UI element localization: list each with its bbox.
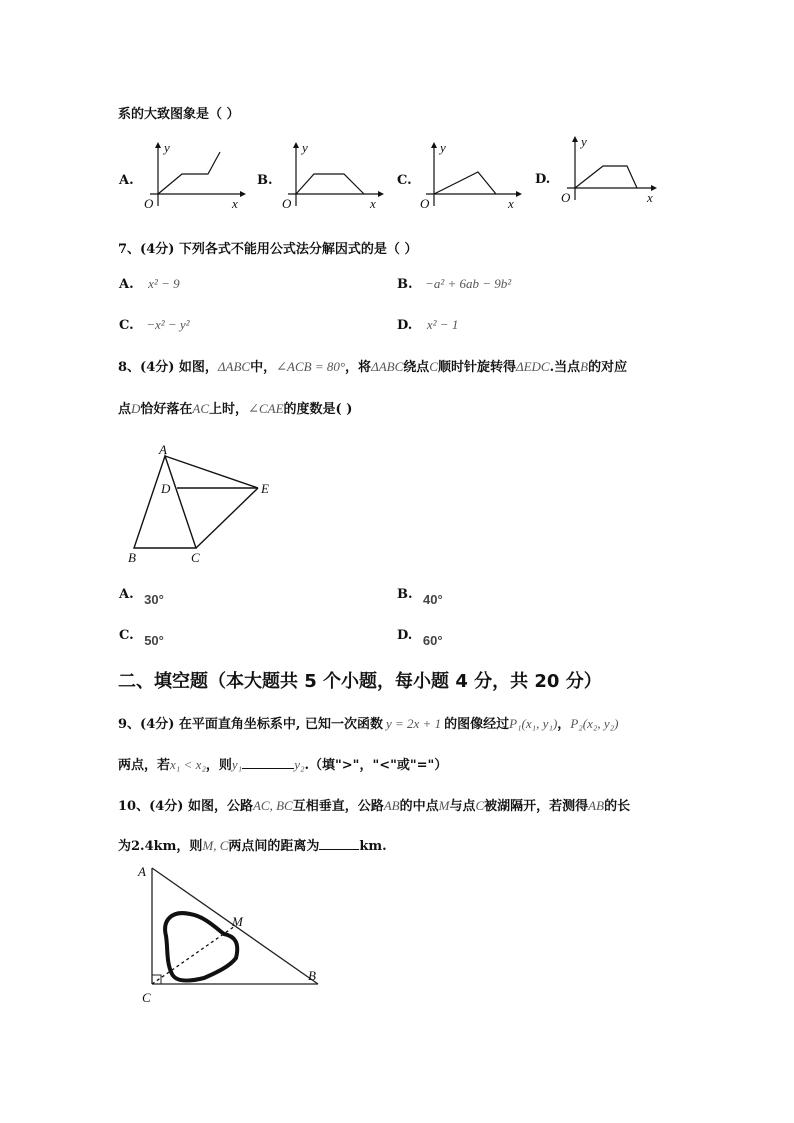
option-letter: B. xyxy=(397,587,413,602)
text: 被湖隔开，若测得 xyxy=(484,799,589,814)
text: 为2.4km，则 xyxy=(118,839,203,854)
point-m: M xyxy=(438,798,450,813)
text: 8、(4分) 如图， xyxy=(118,360,218,375)
origin-label: O xyxy=(282,196,292,211)
option-letter: D. xyxy=(397,318,413,333)
q10-line2 xyxy=(118,835,387,854)
angle-acb: ∠ACB = 80° xyxy=(276,359,346,374)
text: 两点间的距离为 xyxy=(228,839,320,854)
option-value: 30° xyxy=(144,592,164,607)
q8-figure xyxy=(120,440,290,570)
answer-blank[interactable] xyxy=(319,837,359,850)
y-axis-label: y xyxy=(302,140,308,155)
option-expr: x² − 9 xyxy=(148,276,180,291)
q6-graph-c xyxy=(416,140,526,212)
q7-option-a xyxy=(119,276,180,292)
x-axis-label: x xyxy=(647,190,653,205)
q10-line1 xyxy=(118,795,630,814)
point-b: B xyxy=(580,359,589,374)
point-c: C xyxy=(475,798,485,813)
text: 的图像经过 xyxy=(444,717,510,732)
point-p1: P₁(x₁, y₁) xyxy=(509,716,558,731)
road-ab: AB xyxy=(588,798,605,813)
q6-option-a-letter: A. xyxy=(119,173,134,188)
triangle-abc: ΔABC xyxy=(217,359,251,374)
q6-graph-a xyxy=(140,140,250,212)
q7-option-b xyxy=(397,276,511,292)
option-expr: −a² + 6ab − 9b² xyxy=(425,276,512,291)
point-d: D xyxy=(131,401,141,416)
text: 中， xyxy=(250,360,277,375)
option-value: 50° xyxy=(144,633,164,648)
text: 互相垂直，公路 xyxy=(292,799,384,814)
text: km. xyxy=(359,839,387,854)
q8-option-a xyxy=(119,586,164,607)
text: 的长 xyxy=(604,799,631,814)
x-axis-label: x xyxy=(232,196,238,211)
origin-label: O xyxy=(561,190,571,205)
y-axis-label: y xyxy=(164,140,170,155)
origin-label: O xyxy=(144,196,154,211)
text: 10、(4分) 如图，公路 xyxy=(118,799,253,814)
q9-line1 xyxy=(118,713,619,732)
y1: y₁ xyxy=(231,757,243,772)
q6-graph-d xyxy=(557,134,667,206)
answer-blank[interactable] xyxy=(242,756,294,769)
option-letter: C. xyxy=(119,318,134,333)
origin-label: O xyxy=(420,196,430,211)
q10-figure xyxy=(132,862,332,1012)
q9-line2 xyxy=(118,754,447,773)
points-m-c: M, C xyxy=(202,838,229,853)
triangle-edc: ΔEDC xyxy=(515,359,550,374)
x-axis-label: x xyxy=(370,196,376,211)
roads-ac-bc: AC, BC xyxy=(252,798,293,813)
label-d: D xyxy=(161,481,171,496)
option-value: 40° xyxy=(423,592,443,607)
text: 点 xyxy=(118,402,132,417)
label-m: M xyxy=(232,914,243,929)
y-axis-label: y xyxy=(581,134,587,149)
label-c: C xyxy=(191,550,200,565)
option-value: 60° xyxy=(422,633,443,648)
option-expr: x² − 1 xyxy=(426,317,459,332)
option-expr: −x² − y² xyxy=(146,317,190,332)
option-letter: C. xyxy=(119,628,134,643)
option-letter: B. xyxy=(397,277,413,292)
text: ，则 xyxy=(205,758,232,773)
section-heading: 二、填空题（本大题共 5 个小题，每小题 4 分，共 20 分） xyxy=(118,671,602,692)
label-e: E xyxy=(261,481,269,496)
text: 绕点 xyxy=(403,360,430,375)
text: 顺时针旋转得 xyxy=(437,360,516,375)
text: 恰好落在 xyxy=(140,402,193,417)
label-c: C xyxy=(142,990,151,1005)
y-axis-label: y xyxy=(440,140,446,155)
angle-cae: ∠CAE xyxy=(248,401,284,416)
segment-ac: AC xyxy=(192,401,210,416)
text: .（填">"，"<"或"="） xyxy=(304,758,448,773)
text: ，将 xyxy=(345,360,372,375)
option-letter: A. xyxy=(119,587,134,602)
condition: x₁ < x₂ xyxy=(170,757,206,772)
option-letter: D. xyxy=(397,628,413,643)
text: 的对应 xyxy=(588,360,628,375)
text: 与点 xyxy=(449,799,476,814)
q8-line2 xyxy=(118,398,352,417)
text: 9、(4分) 在平面直角坐标系中, 已知一次函数 xyxy=(118,717,383,732)
q7-option-c xyxy=(119,317,190,333)
q8-line1 xyxy=(118,356,627,375)
q6-option-d-letter: D. xyxy=(535,172,551,187)
point-c: C xyxy=(429,359,438,374)
label-b: B xyxy=(128,550,136,565)
q8-option-d xyxy=(397,627,443,648)
option-letter: A. xyxy=(119,277,134,292)
text: 上时， xyxy=(209,402,249,417)
text: 的度数是( ) xyxy=(283,402,353,417)
q8-option-b xyxy=(397,586,443,607)
text: .当点 xyxy=(549,360,581,375)
x-axis-label: x xyxy=(508,196,514,211)
text: 两点，若 xyxy=(118,758,171,773)
q7-stem: 7、(4分) 下列各式不能用公式法分解因式的是（ ） xyxy=(118,242,418,257)
q8-option-c xyxy=(119,627,164,648)
y2: y₂ xyxy=(294,757,305,772)
q6-graph-b xyxy=(278,140,388,212)
label-a: A xyxy=(159,442,167,457)
q6-option-c-letter: C. xyxy=(397,173,412,188)
point-p2: P₂(x₂, y₂) xyxy=(570,716,619,731)
label-b: B xyxy=(308,968,316,983)
text: ， xyxy=(557,717,571,732)
q7-option-d xyxy=(397,317,458,333)
label-a: A xyxy=(138,864,146,879)
q6-option-b-letter: B. xyxy=(257,173,273,188)
text: 的中点 xyxy=(399,799,439,814)
function-expr: y = 2x + 1 xyxy=(385,716,442,731)
q6-tail-text: 系的大致图象是（ ） xyxy=(118,107,240,122)
triangle-abc: ΔABC xyxy=(371,359,404,374)
road-ab: AB xyxy=(383,798,400,813)
